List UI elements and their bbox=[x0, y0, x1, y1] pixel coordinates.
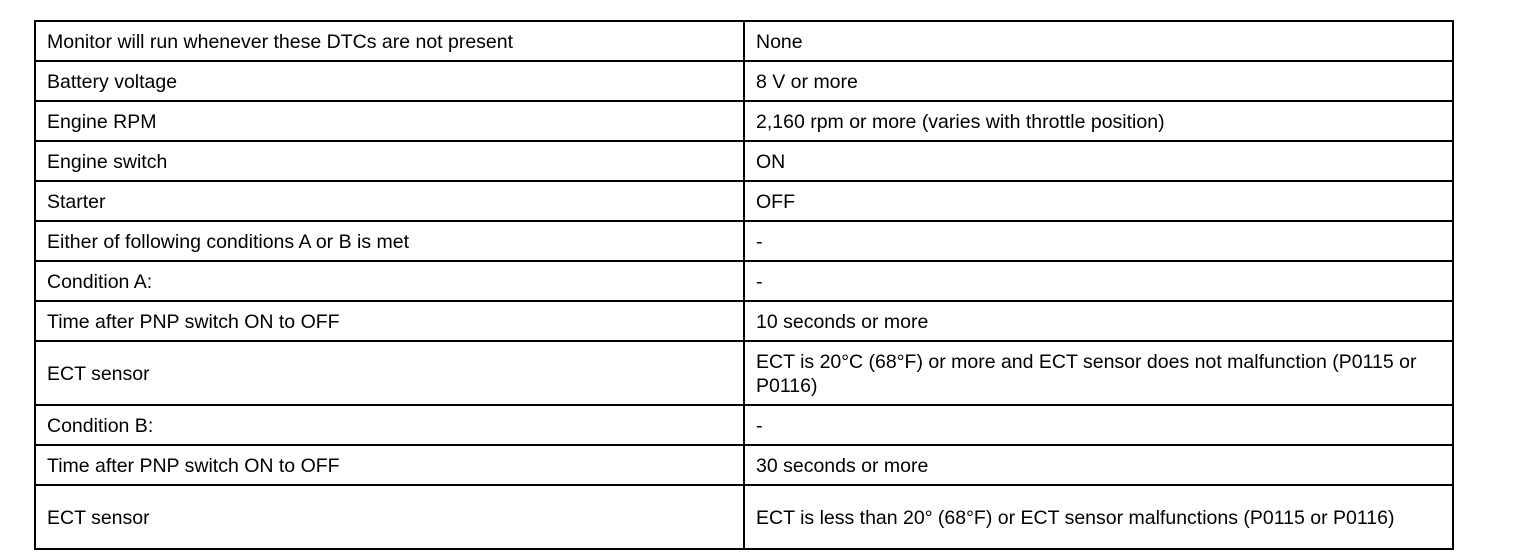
condition-cell: Either of following conditions A or B is met bbox=[35, 221, 744, 261]
table-row bbox=[35, 181, 1453, 221]
value-cell: - bbox=[744, 261, 1453, 301]
table-row bbox=[35, 101, 1453, 141]
value-cell: 8 V or more bbox=[744, 61, 1453, 101]
condition-cell: Battery voltage bbox=[35, 61, 744, 101]
value-cell: ECT is 20°C (68°F) or more and ECT sensor does not malfunction (P0115 or P0116) bbox=[744, 341, 1453, 405]
table-row bbox=[35, 405, 1453, 445]
condition-cell: Condition B: bbox=[35, 405, 744, 445]
value-cell: - bbox=[744, 405, 1453, 445]
condition-cell: Time after PNP switch ON to OFF bbox=[35, 301, 744, 341]
table-row bbox=[35, 221, 1453, 261]
value-cell: None bbox=[744, 21, 1453, 61]
condition-cell: Engine switch bbox=[35, 141, 744, 181]
condition-cell: ECT sensor bbox=[35, 341, 744, 405]
table-row bbox=[35, 445, 1453, 485]
value-cell: 30 seconds or more bbox=[744, 445, 1453, 485]
condition-cell: Engine RPM bbox=[35, 101, 744, 141]
condition-cell: ECT sensor bbox=[35, 485, 744, 549]
condition-cell: Condition A: bbox=[35, 261, 744, 301]
monitor-conditions-table-container bbox=[34, 20, 1452, 550]
table-row bbox=[35, 341, 1453, 405]
table-row bbox=[35, 301, 1453, 341]
value-cell: ECT is less than 20° (68°F) or ECT sensor malfunctions (P0115 or P0116) bbox=[744, 485, 1453, 549]
table-row bbox=[35, 485, 1453, 549]
value-cell: 2,160 rpm or more (varies with throttle position) bbox=[744, 101, 1453, 141]
value-cell: 10 seconds or more bbox=[744, 301, 1453, 341]
table-row bbox=[35, 141, 1453, 181]
value-cell: ON bbox=[744, 141, 1453, 181]
value-cell: OFF bbox=[744, 181, 1453, 221]
monitor-conditions-table bbox=[34, 20, 1454, 550]
table-row bbox=[35, 21, 1453, 61]
table-row bbox=[35, 61, 1453, 101]
condition-cell: Monitor will run whenever these DTCs are not present bbox=[35, 21, 744, 61]
condition-cell: Time after PNP switch ON to OFF bbox=[35, 445, 744, 485]
value-cell: - bbox=[744, 221, 1453, 261]
condition-cell: Starter bbox=[35, 181, 744, 221]
table-row bbox=[35, 261, 1453, 301]
